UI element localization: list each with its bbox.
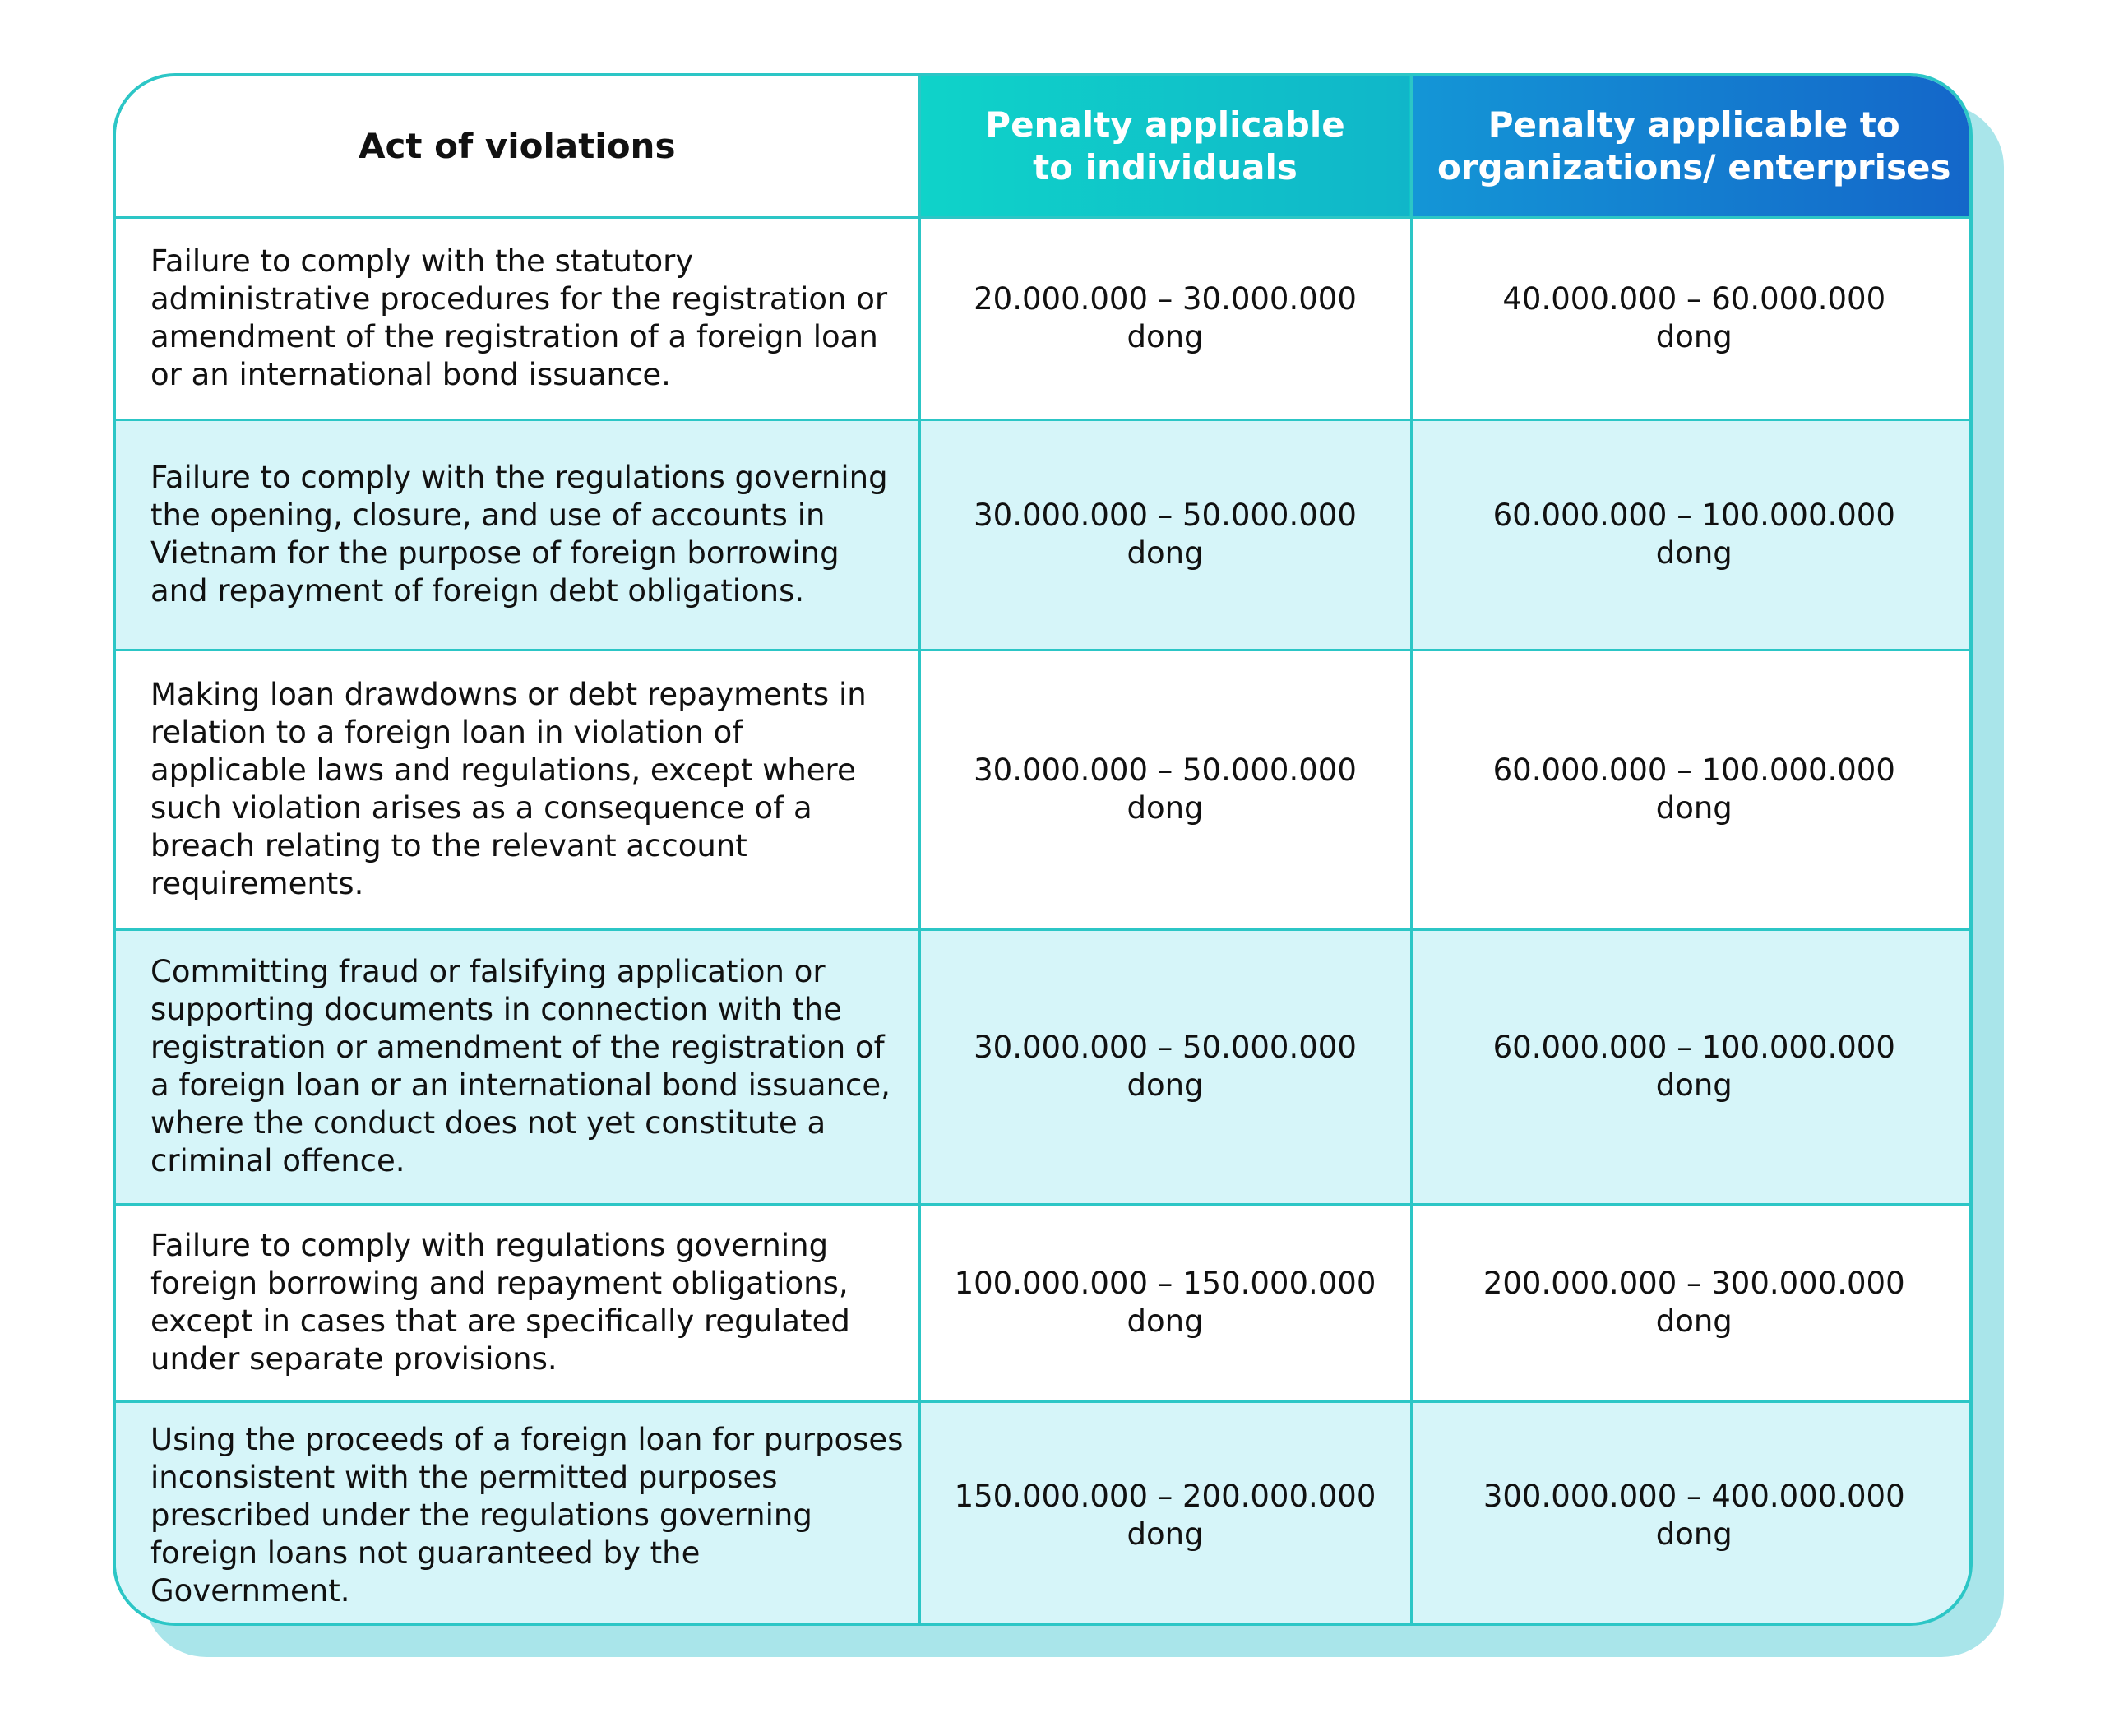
penalty-organizations-cell: 60.000.000 – 100.000.000 dong xyxy=(1411,650,1973,929)
header-row xyxy=(116,76,1973,217)
act-cell: Committing fraud or falsifying application or supporting documents in connection with the registration or amendment of the registration of a foreign loan or an international bond issuance, where the conduct does not yet constitute a criminal offence. xyxy=(116,929,919,1204)
penalty-individuals-cell: 30.000.000 – 50.000.000 dong xyxy=(919,929,1411,1204)
table-row xyxy=(116,419,1973,650)
penalty-individuals-cell: 30.000.000 – 50.000.000 dong xyxy=(919,419,1411,650)
penalty-individuals-cell: 100.000.000 – 150.000.000 dong xyxy=(919,1204,1411,1401)
act-cell: Failure to comply with the regulations governing the opening, closure, and use of accounts in Vietnam for the purpose of foreign borrowing and repayment of foreign debt obligations. xyxy=(116,419,919,650)
penalty-organizations-cell: 300.000.000 – 400.000.000 dong xyxy=(1411,1401,1973,1626)
table-row xyxy=(116,650,1973,929)
penalty-organizations-cell: 40.000.000 – 60.000.000 dong xyxy=(1411,217,1973,419)
penalty-individuals-cell: 20.000.000 – 30.000.000 dong xyxy=(919,217,1411,419)
penalty-organizations-cell: 60.000.000 – 100.000.000 dong xyxy=(1411,419,1973,650)
table-row xyxy=(116,1401,1973,1626)
penalty-individuals-cell: 150.000.000 – 200.000.000 dong xyxy=(919,1401,1411,1626)
penalty-individuals-cell: 30.000.000 – 50.000.000 dong xyxy=(919,650,1411,929)
act-cell: Failure to comply with regulations governing foreign borrowing and repayment obligations, except in cases that are specifically regulated under separate provisions. xyxy=(116,1204,919,1401)
act-cell: Failure to comply with the statutory administrative procedures for the registration or amendment of the registration of a foreign loan or an international bond issuance. xyxy=(116,217,919,419)
header-act-of-violations: Act of violations xyxy=(116,76,919,217)
penalty-organizations-cell: 60.000.000 – 100.000.000 dong xyxy=(1411,929,1973,1204)
table-row xyxy=(116,1204,1973,1401)
act-cell: Making loan drawdowns or debt repayments in relation to a foreign loan in violation of applicable laws and regulations, except where such violation arises as a consequence of a breach relating to the relevant account requirements. xyxy=(116,650,919,929)
table-row xyxy=(116,217,1973,419)
act-cell: Using the proceeds of a foreign loan for purposes inconsistent with the permitted purposes prescribed under the regulations governing foreign loans not guaranteed by the Government. xyxy=(116,1401,919,1626)
header-penalty-individuals: Penalty applicable to individuals xyxy=(919,76,1411,217)
penalty-organizations-cell: 200.000.000 – 300.000.000 dong xyxy=(1411,1204,1973,1401)
penalty-table xyxy=(116,76,1973,1626)
header-penalty-organizations: Penalty applicable to organizations/ enterprises xyxy=(1411,76,1973,217)
table-row xyxy=(116,929,1973,1204)
penalty-table-card xyxy=(113,73,1973,1626)
